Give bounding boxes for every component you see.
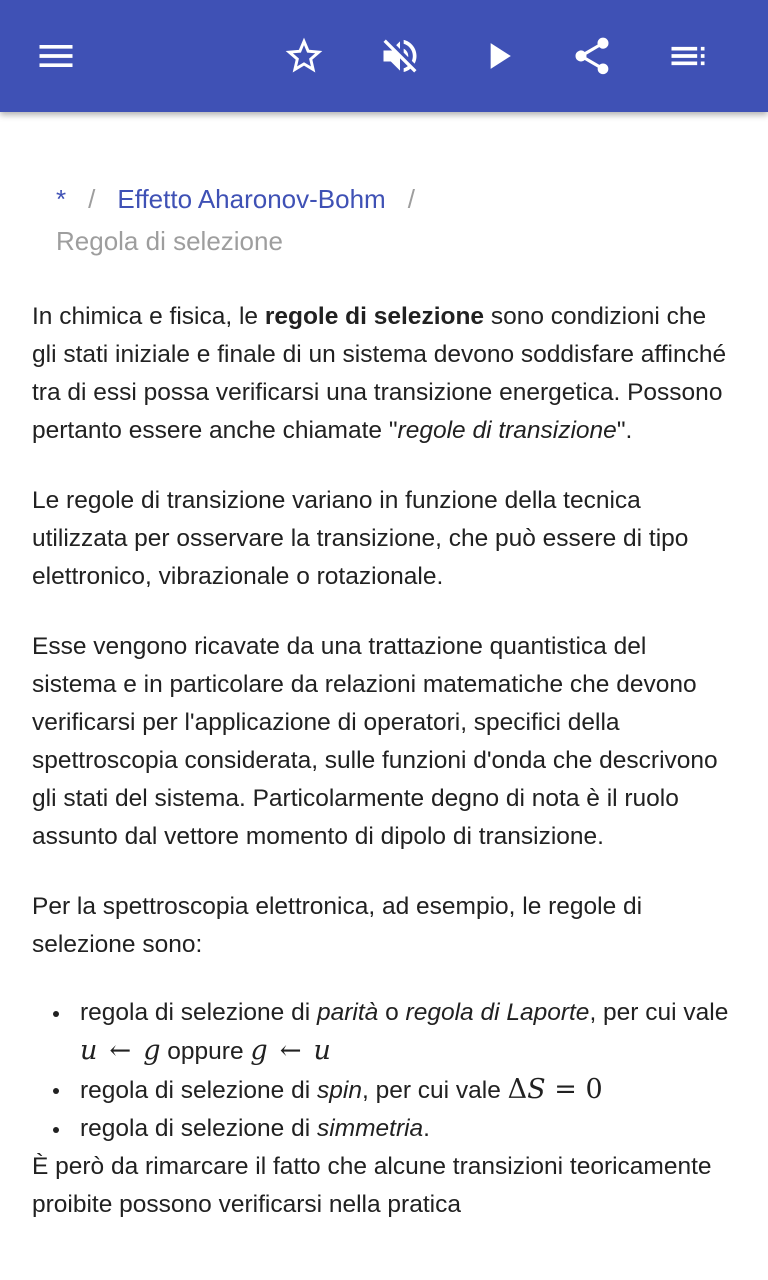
math-u: u [313,1035,331,1066]
paragraph-5: È però da rimarcare il fatto che alcune transizioni teoricamente proibite possono verificarsi nella pratica [32,1153,712,1218]
list-item: regola di selezione di simmetria. [32,1110,736,1148]
star-outline-icon [282,34,326,78]
play-icon [476,34,520,78]
list-item: regola di selezione di spin, per cui vale ΔS = 0 [32,1071,736,1110]
toc-button[interactable] [656,24,720,88]
math-g: g [143,1035,161,1066]
math-arrow: ← [279,1036,302,1066]
math-arrow: ← [109,1036,132,1066]
share-button[interactable] [560,24,624,88]
hamburger-menu-icon [34,34,78,78]
app-bar [0,0,768,112]
paragraph-intro: In chimica e fisica, le regole di selezione sono condizioni che gli stati iniziale e finale di un sistema devono soddisfare affinché tra di essi possa verificarsi una transizione energetica. Possono pertanto essere anche chiamate "regole di transizione". [32,303,727,444]
breadcrumb-separator: / [407,184,415,214]
play-button[interactable] [466,24,530,88]
term-transition-rules: regole di transizione [397,417,617,444]
selection-rules-list [32,994,736,1148]
math-g: g [250,1035,268,1066]
list-item: regola di selezione di parità o regola di Laporte, per cui vale u ← g oppure g ← u [32,994,736,1071]
breadcrumb-current: Regola di selezione [56,226,283,256]
article-body [32,298,736,1256]
breadcrumb-parent-link[interactable]: Effetto Aharonov-Bohm [117,184,386,214]
favorite-button[interactable] [272,24,336,88]
paragraph-4: Per la spettroscopia elettronica, ad esempio, le regole di selezione sono: [32,893,643,958]
math-u: u [80,1035,98,1066]
breadcrumb-separator: / [88,184,96,214]
paragraph-2: Le regole di transizione variano in funzione della tecnica utilizzata per osservare la transizione, che può essere di tipo elettronico, vibrazionale o rotazionale. [32,487,689,590]
share-icon [570,34,614,78]
mute-button[interactable] [368,24,432,88]
paragraph-3: Esse vengono ricavate da una trattazione quantistica del sistema e in particolare da relazioni matematiche che devono verificarsi per l'applicazione di operatori, specifici della spettroscopia considerata, sulle funzioni d'onda che descrivono gli stati del sistema. Particolarmente degno di nota è il ruolo assunto dal vettore momento di dipolo di transizione. [32,633,718,850]
table-of-contents-icon [666,34,710,78]
breadcrumb-home-link[interactable]: * [56,184,67,214]
breadcrumb [56,178,736,262]
math-equals-zero: = 0 [545,1074,603,1105]
math-delta: Δ [507,1074,528,1105]
math-s: S [527,1074,546,1105]
volume-off-icon [378,34,422,78]
menu-button[interactable] [24,24,88,88]
page-content [0,112,768,1280]
term-selection-rules: regole di selezione [264,303,485,330]
